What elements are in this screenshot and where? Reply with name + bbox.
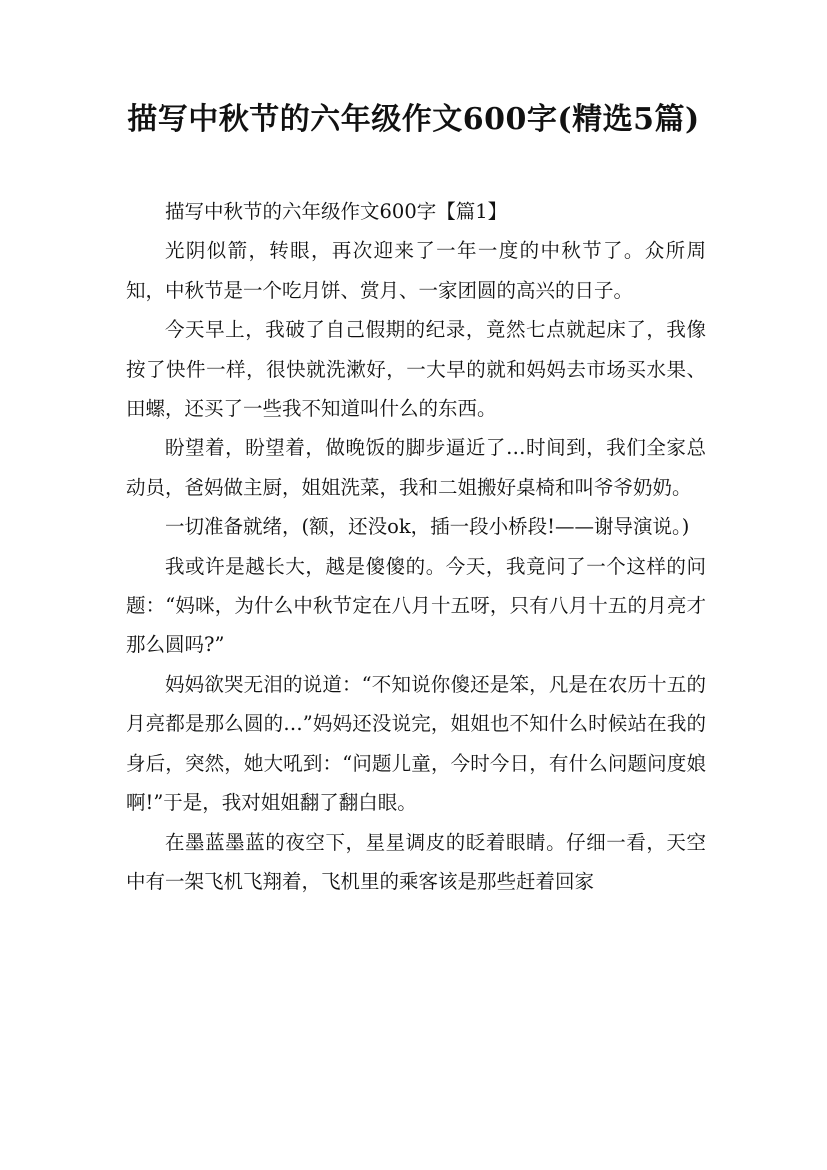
document-body (126, 192, 706, 901)
paragraph: 我或许是越长大，越是傻傻的。今天，我竟问了一个这样的问题：“妈咪，为什么中秋节定在八月十五呀，只有八月十五的月亮才那么圆吗?” (126, 554, 706, 657)
paragraph: 今天早上，我破了自己假期的纪录，竟然七点就起床了，我像按了快件一样，很快就洗漱好，一大早的就和妈妈去市场买水果、田螺，还买了一些我不知道叫什么的东西。 (126, 318, 706, 421)
document-title: 描写中秋节的六年级作文600字(精选5篇) (127, 102, 700, 137)
paragraph: 在墨蓝墨蓝的夜空下，星星调皮的眨着眼睛。仔细一看，天空中有一架飞机飞翔着，飞机里的乘客该是那些赶着回家 (126, 830, 706, 893)
paragraph: 盼望着，盼望着，做晚饭的脚步逼近了…时间到，我们全家总动员，爸妈做主厨，姐姐洗菜，我和二姐搬好桌椅和叫爷爷奶奶。 (126, 436, 706, 499)
section-heading: 描写中秋节的六年级作文600字【篇1】 (165, 200, 508, 223)
paragraph: 一切准备就绪，(额，还没ok，插一段小桥段!——谢导演说。) (165, 515, 690, 539)
paragraph: 妈妈欲哭无泪的说道：“不知说你傻还是笨，凡是在农历十五的月亮都是那么圆的…”妈妈还没说完，姐姐也不知什么时候站在我的身后，突然，她大吼到：“问题儿童，今时今日，有什么问题问度娘啊!”于是，我对姐姐翻了翻白眼。 (126, 672, 706, 815)
paragraph: 光阴似箭，转眼，再次迎来了一年一度的中秋节了。众所周知，中秋节是一个吃月饼、赏月、一家团圆的高兴的日子。 (126, 239, 706, 302)
